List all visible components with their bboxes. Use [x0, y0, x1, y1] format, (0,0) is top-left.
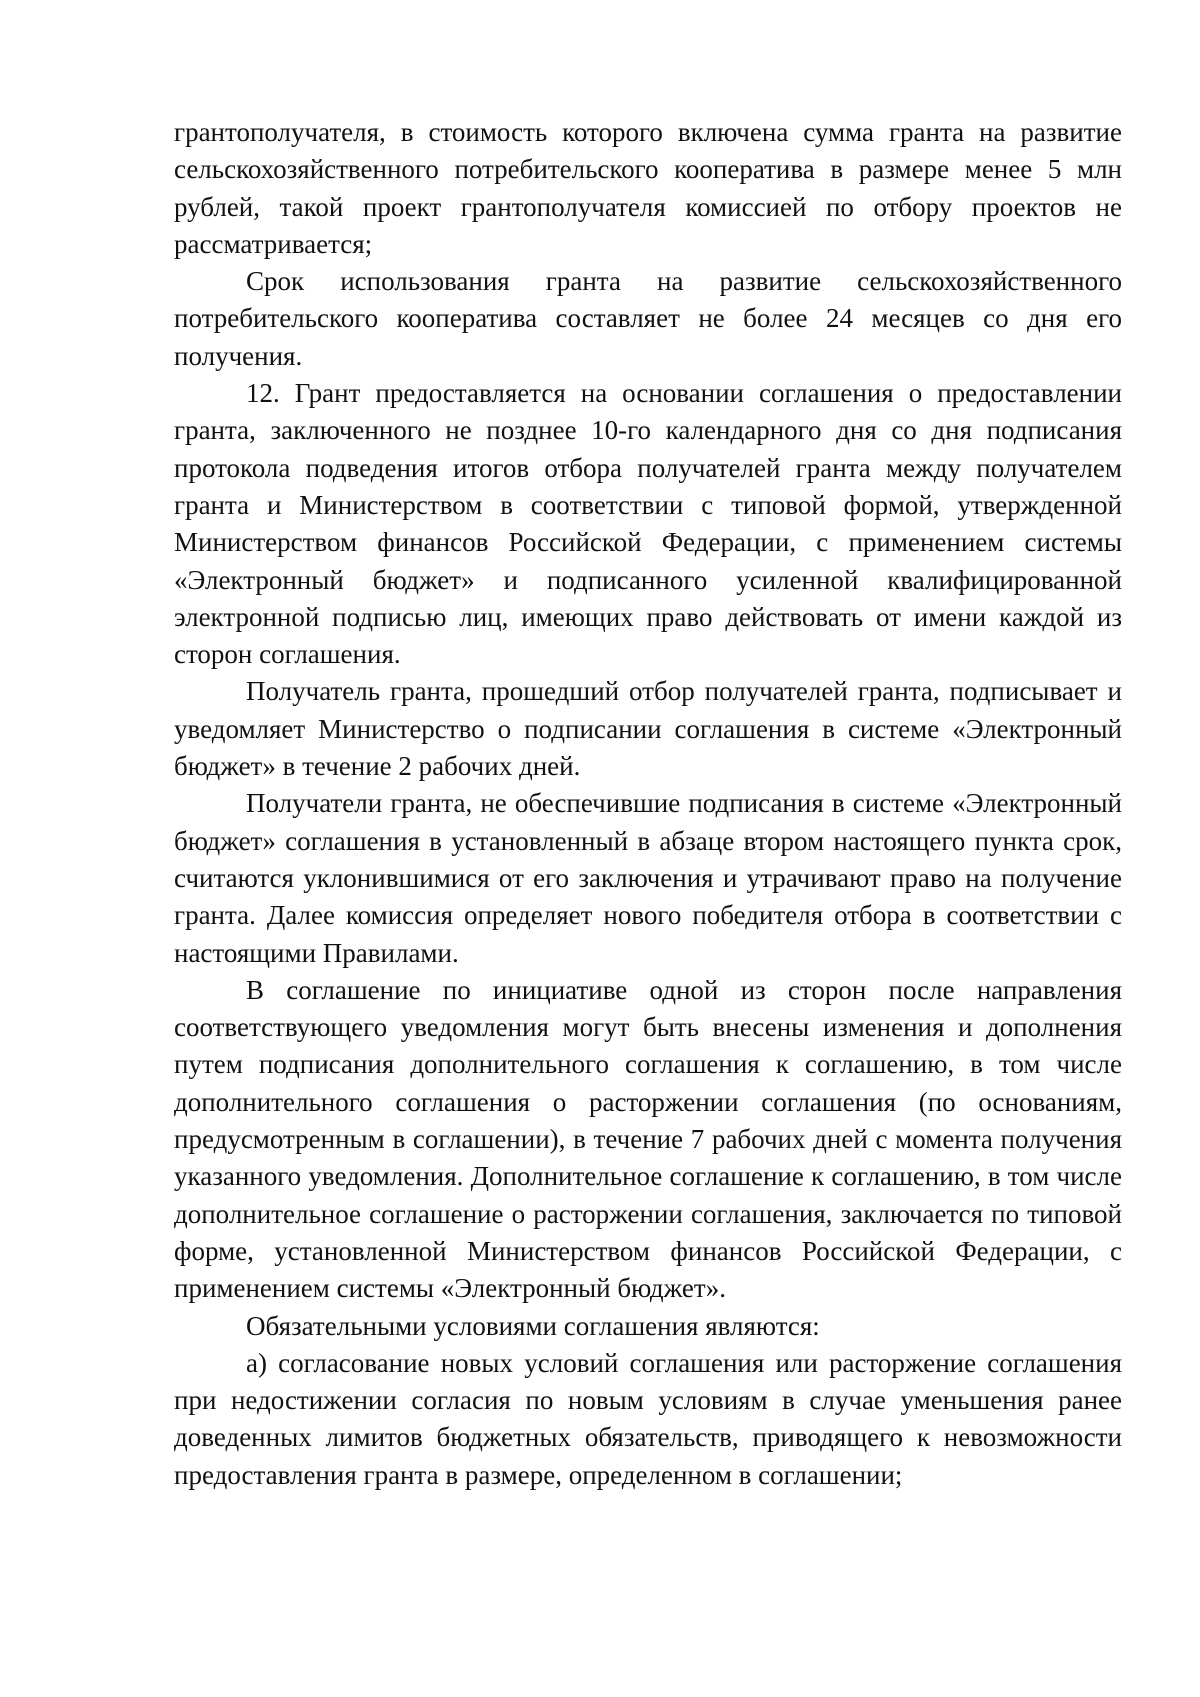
paragraph-item-12: 12. Грант предоставляется на основании соглашения о предоставлении гранта, заключенного не позднее 10-го календарного дня со дня подписания протокола подведения итогов отбора получателей гранта между получателем гранта и Министерством в соответствии с типовой формой, утвержденной Министерством финансов Российской Федерации, с применением системы «Электронный бюджет» и подписанного усиленной квалифицированной электронной подписью лиц, имеющих право действовать от имени каждой из сторон соглашения.	[174, 378, 1122, 670]
document-page	[174, 114, 1122, 1494]
paragraph-recipients-not-signed: Получатели гранта, не обеспечившие подписания в системе «Электронный бюджет» соглашения в установленный в абзаце втором настоящего пункта срок, считаются уклонившимися от его заключения и утрачивают право на получение гранта. Далее комиссия определяет нового победителя отбора в соответствии с настоящими Правилами.	[174, 788, 1122, 968]
paragraph-condition-a: а) согласование новых условий соглашения или расторжение соглашения при недостижении согласия по новым условиям в случае уменьшения ранее доведенных лимитов бюджетных обязательств, приводящего к невозможности предоставления гранта в размере, определенном в соглашении;	[174, 1347, 1122, 1490]
paragraph-mandatory-conditions: Обязательными условиями соглашения являются:	[246, 1310, 820, 1341]
paragraph-grant-usage-term: Срок использования гранта на развитие сельскохозяйственного потребительского кооператива составляет не более 24 месяцев со дня его получения.	[174, 266, 1122, 371]
paragraph-recipient-signs: Получатель гранта, прошедший отбор получателей гранта, подписывает и уведомляет Министерство о подписании соглашения в системе «Электронный бюджет» в течение 2 рабочих дней.	[174, 676, 1122, 782]
paragraph-agreement-amendments: В соглашение по инициативе одной из сторон после направления соответствующего уведомления могут быть внесены изменения и дополнения путем подписания дополнительного соглашения к соглашению, в том числе дополнительного соглашения о расторжении соглашения (по основаниям, предусмотренным в соглашении), в течение 7 рабочих дней с момента получения указанного уведомления. Дополнительное соглашение к соглашению, в том числе дополнительное соглашение о расторжении соглашения, заключается по типовой форме, установленной Министерством финансов Российской Федерации, с применением системы «Электронный бюджет».	[174, 974, 1122, 1304]
paragraph-project-not-considered: грантополучателя, в стоимость которого включена сумма гранта на развитие сельскохозяйственного потребительского кооператива в размере менее 5 млн рублей, такой проект грантополучателя комиссией по отбору проектов не рассматривается;	[174, 117, 1122, 259]
